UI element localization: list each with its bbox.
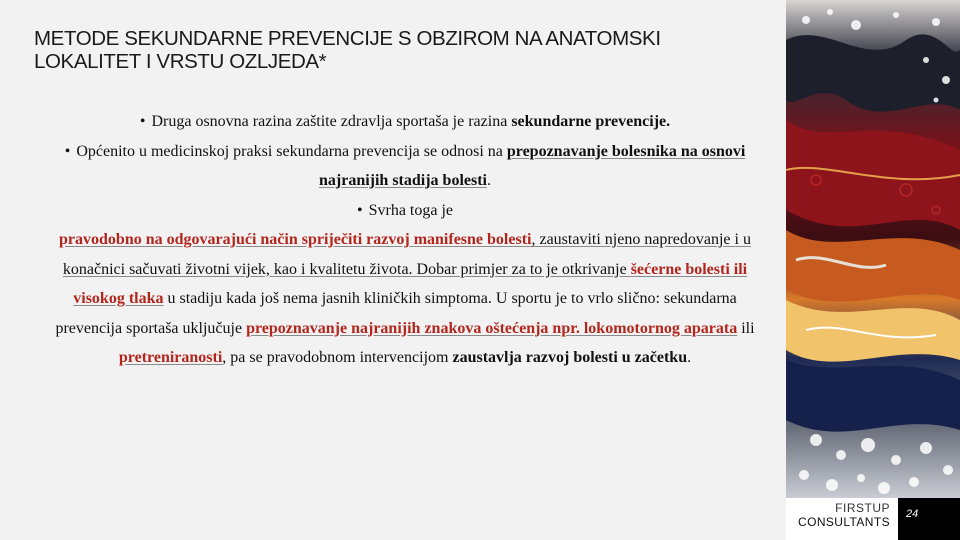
- p3-text-1: , zaustaviti njeno napredovanje i u konačnici sačuvati životni vijek, kao i kvalitetu života. Dobar primjer za to je otkrivanje: [62, 231, 751, 278]
- bullet-paragraph-3: [40, 196, 770, 373]
- slide-title-line2: LOKALITET I VRSTU OZLJEDA*: [34, 50, 327, 73]
- p3-text-2: u stadiju kada još nema jasnih kliničkih simptoma. U sportu je to vrlo slično: sekundarna prevencija sportaša uključuje: [55, 290, 737, 337]
- p3-emphasis-3: prepoznavanje najranijih znakova oštećenja npr. lokomotornog aparata: [246, 319, 738, 337]
- bullet-paragraph-1: [40, 107, 770, 137]
- bullet-marker: •: [356, 201, 363, 219]
- logo-text-line1: FIRSTUP: [835, 501, 890, 515]
- bullet-marker: •: [64, 142, 71, 160]
- p1-text: Druga osnovna razina zaštite zdravlja sportaša je razina: [151, 113, 512, 130]
- p3-emphasis-2: šećerne bolesti ili visokog tlaka: [73, 260, 748, 307]
- slide-title: [34, 27, 774, 73]
- page-number-box: [898, 498, 960, 540]
- logo-text-line2: CONSULTANTS: [798, 515, 890, 529]
- p2-end: .: [487, 172, 491, 189]
- company-logo: [786, 498, 898, 540]
- slide-body: [40, 107, 770, 373]
- p3-text-3: ili: [737, 319, 755, 337]
- p3-emphasis-4: pretreniranosti: [118, 349, 223, 366]
- p1-bold: sekundarne prevencije.: [511, 113, 671, 130]
- p2-bold: prepoznavanje bolesnika na osnovi najranijih stadija bolesti: [318, 142, 746, 189]
- p2-text: Općenito u medicinskoj praksi sekundarna prevencija se odnosi na: [76, 142, 507, 160]
- p3-text-4: , pa se pravodobnom intervencijom: [222, 349, 453, 366]
- bullet-marker: •: [139, 113, 146, 130]
- page-number: 24: [906, 508, 919, 520]
- p3-period: .: [687, 349, 692, 366]
- fluid-marble-art-image: [786, 0, 960, 498]
- p3-lead: Svrha toga je: [368, 201, 454, 219]
- slide-title-line1: METODE SEKUNDARNE PREVENCIJE S OBZIROM NA ANATOMSKI: [34, 27, 661, 50]
- bullet-paragraph-2: [40, 137, 770, 196]
- p3-bold-end: zaustavlja razvoj bolesti u začetku: [452, 349, 688, 366]
- p3-emphasis-1: pravodobno na odgovarajući način spriječiti razvoj manifesne bolesti: [59, 231, 532, 248]
